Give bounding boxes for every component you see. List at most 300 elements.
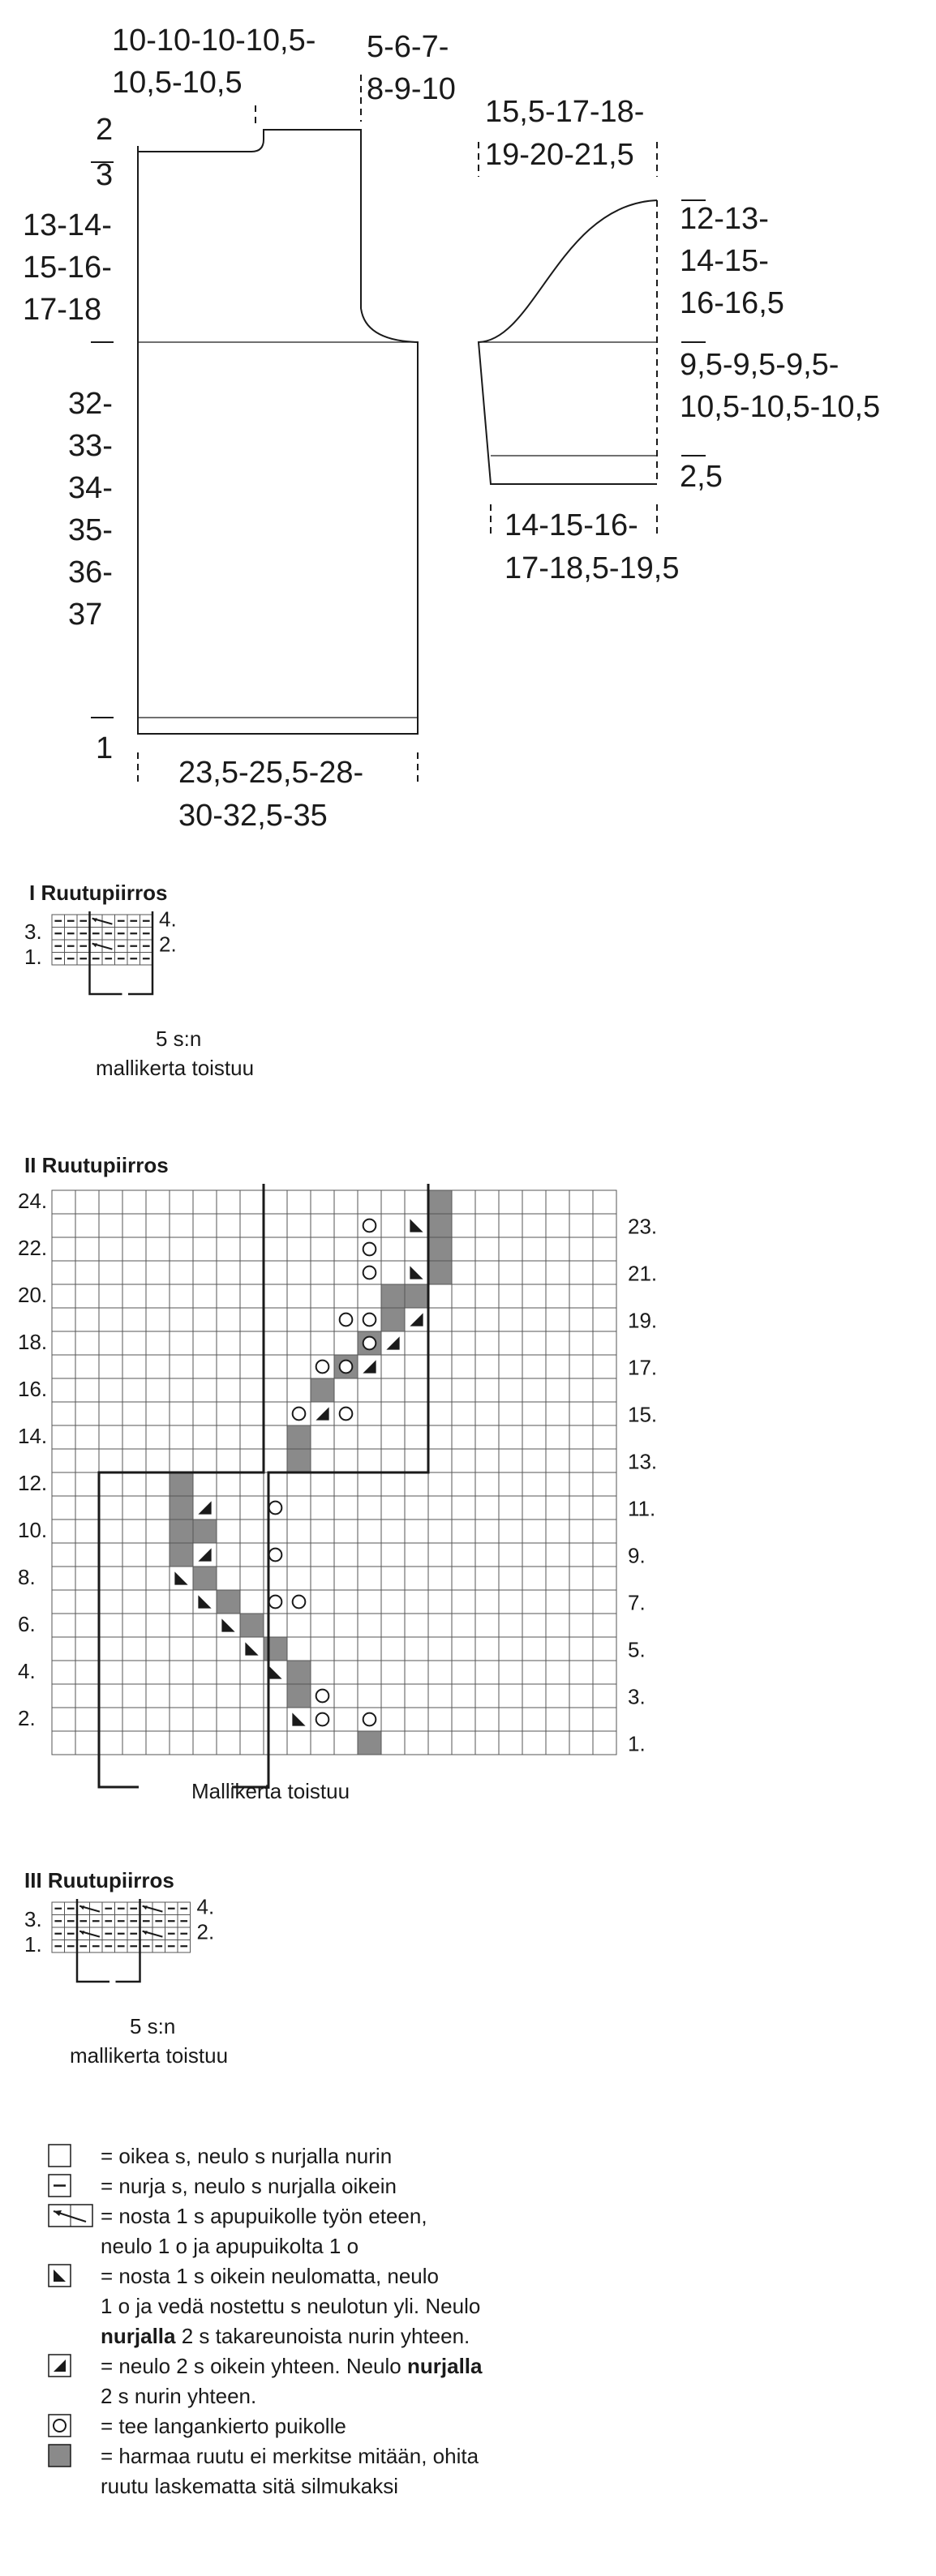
lace-cell bbox=[334, 1331, 358, 1355]
lace-cell bbox=[452, 1567, 475, 1590]
lace-cell bbox=[522, 1425, 546, 1449]
lace-cell bbox=[381, 1614, 405, 1637]
lace-cell bbox=[122, 1402, 146, 1425]
lace-cell bbox=[405, 1472, 428, 1496]
body-neck-3: 3 bbox=[96, 158, 114, 192]
lace-cell bbox=[522, 1261, 546, 1284]
lace-cell bbox=[452, 1543, 475, 1567]
lace-cell bbox=[522, 1308, 546, 1331]
lace-cell bbox=[99, 1731, 122, 1755]
lace-cell bbox=[499, 1684, 522, 1708]
chart1-repeat-count: 5 s:n bbox=[156, 1027, 202, 1051]
lace-cell bbox=[499, 1614, 522, 1637]
yarn-over-mark bbox=[316, 1690, 329, 1703]
lace-cell bbox=[146, 1284, 170, 1308]
lace-cell bbox=[52, 1661, 75, 1684]
row-label-left: 3. bbox=[24, 919, 42, 945]
lace-cell bbox=[522, 1519, 546, 1543]
legend-skp-text-3 bbox=[101, 2324, 470, 2348]
legend-yo-icon bbox=[49, 2415, 71, 2437]
lace-cell bbox=[217, 1308, 240, 1331]
body-armhole-3: 17-18 bbox=[23, 293, 102, 327]
lace-cell bbox=[146, 1378, 170, 1402]
lace-cell bbox=[475, 1708, 499, 1731]
lace-cell bbox=[311, 1425, 334, 1449]
lace-cell bbox=[193, 1449, 217, 1472]
lace-cell bbox=[499, 1449, 522, 1472]
lace-cell bbox=[405, 1355, 428, 1378]
lace-cell bbox=[499, 1708, 522, 1731]
lace-cell bbox=[499, 1731, 522, 1755]
lace-cell bbox=[405, 1567, 428, 1590]
lace-cell bbox=[475, 1472, 499, 1496]
lace-cell bbox=[122, 1708, 146, 1731]
lace-cell bbox=[569, 1731, 593, 1755]
lace-cell bbox=[311, 1190, 334, 1214]
lace-cell bbox=[217, 1661, 240, 1684]
lace-cell bbox=[522, 1449, 546, 1472]
lace-cell bbox=[358, 1472, 381, 1496]
lace-cell bbox=[170, 1214, 193, 1237]
lace-cell bbox=[546, 1190, 569, 1214]
lace-cell bbox=[475, 1449, 499, 1472]
lace-cell bbox=[193, 1308, 217, 1331]
lace-cell bbox=[311, 1472, 334, 1496]
lace-cell bbox=[428, 1661, 452, 1684]
lace-cell bbox=[358, 1190, 381, 1214]
lace-cell bbox=[334, 1425, 358, 1449]
lace-cell bbox=[217, 1425, 240, 1449]
lace-cell bbox=[475, 1567, 499, 1590]
row-label-left: 2. bbox=[18, 1705, 36, 1730]
lace-cell bbox=[475, 1496, 499, 1519]
lace-cell bbox=[240, 1190, 264, 1214]
lace-cell bbox=[499, 1661, 522, 1684]
lace-cell bbox=[452, 1261, 475, 1284]
lace-cell bbox=[452, 1190, 475, 1214]
lace-cell bbox=[593, 1355, 616, 1378]
row-label-right: 2. bbox=[159, 932, 177, 957]
lace-cell bbox=[75, 1237, 99, 1261]
chart1-title: I Ruutupiirros bbox=[29, 881, 168, 905]
lace-cell bbox=[546, 1214, 569, 1237]
lace-cell bbox=[217, 1567, 240, 1590]
row-label-left: 10. bbox=[18, 1517, 48, 1542]
lace-cell bbox=[264, 1449, 287, 1472]
lace-cell bbox=[569, 1567, 593, 1590]
lace-cell bbox=[405, 1449, 428, 1472]
lace-cell bbox=[405, 1661, 428, 1684]
lace-cell bbox=[475, 1614, 499, 1637]
lace-cell bbox=[499, 1308, 522, 1331]
body-length-2: 33- bbox=[68, 429, 113, 463]
lace-cell bbox=[499, 1567, 522, 1590]
lace-cell bbox=[170, 1261, 193, 1284]
lace-cell bbox=[499, 1496, 522, 1519]
lace-cell bbox=[193, 1472, 217, 1496]
lace-cell bbox=[146, 1708, 170, 1731]
lace-cell bbox=[452, 1402, 475, 1425]
lace-cell bbox=[593, 1237, 616, 1261]
lace-cell bbox=[428, 1496, 452, 1519]
lace-cell bbox=[217, 1731, 240, 1755]
lace-cell bbox=[240, 1684, 264, 1708]
lace-cell bbox=[99, 1378, 122, 1402]
lace-cell bbox=[569, 1284, 593, 1308]
lace-cell bbox=[569, 1661, 593, 1684]
legend bbox=[49, 2144, 483, 2498]
lace-cell bbox=[381, 1449, 405, 1472]
lace-cell bbox=[217, 1214, 240, 1237]
lace-cell bbox=[405, 1496, 428, 1519]
lace-cell bbox=[75, 1284, 99, 1308]
lace-cell bbox=[475, 1590, 499, 1614]
lace-cell bbox=[264, 1567, 287, 1590]
lace-cell bbox=[499, 1590, 522, 1614]
lace-cell bbox=[546, 1661, 569, 1684]
lace-cell bbox=[358, 1543, 381, 1567]
lace-cell bbox=[405, 1402, 428, 1425]
lace-cell bbox=[217, 1355, 240, 1378]
lace-cell bbox=[146, 1543, 170, 1567]
lace-cell bbox=[240, 1355, 264, 1378]
lace-cell bbox=[569, 1237, 593, 1261]
row-label-left: 20. bbox=[18, 1282, 48, 1307]
lace-cell bbox=[569, 1378, 593, 1402]
lace-cell bbox=[405, 1614, 428, 1637]
lace-cell bbox=[99, 1614, 122, 1637]
lace-cell bbox=[569, 1449, 593, 1472]
lace-cell bbox=[240, 1331, 264, 1355]
lace-cell bbox=[522, 1472, 546, 1496]
lace-cell bbox=[522, 1496, 546, 1519]
lace-cell bbox=[569, 1355, 593, 1378]
body-length-5: 36- bbox=[68, 555, 113, 589]
lace-cell bbox=[264, 1614, 287, 1637]
lace-cell bbox=[193, 1402, 217, 1425]
lace-cell bbox=[146, 1190, 170, 1214]
lace-cell bbox=[546, 1614, 569, 1637]
lace-cell bbox=[52, 1402, 75, 1425]
lace-cell bbox=[287, 1284, 311, 1308]
chart1-grid bbox=[52, 911, 152, 994]
lace-cell bbox=[358, 1496, 381, 1519]
lace-cell bbox=[405, 1684, 428, 1708]
lace-cell bbox=[52, 1237, 75, 1261]
lace-cell bbox=[499, 1331, 522, 1355]
lace-cell bbox=[334, 1614, 358, 1637]
lace-cell bbox=[381, 1684, 405, 1708]
lace-cell bbox=[264, 1308, 287, 1331]
lace-cell bbox=[405, 1425, 428, 1449]
lace-cell bbox=[499, 1284, 522, 1308]
lace-cell bbox=[475, 1308, 499, 1331]
sleeve-cap-3: 16-16,5 bbox=[680, 286, 784, 320]
lace-cell bbox=[452, 1331, 475, 1355]
lace-cell bbox=[452, 1284, 475, 1308]
lace-cell bbox=[381, 1425, 405, 1449]
grey-cell bbox=[428, 1237, 452, 1261]
sleeve-schematic bbox=[479, 142, 706, 535]
lace-cell bbox=[99, 1567, 122, 1590]
chart-cell bbox=[152, 1927, 165, 1940]
lace-cell bbox=[122, 1731, 146, 1755]
grey-cell bbox=[358, 1731, 381, 1755]
lace-cell bbox=[593, 1308, 616, 1331]
lace-cell bbox=[569, 1519, 593, 1543]
lace-cell bbox=[264, 1425, 287, 1449]
lace-cell bbox=[452, 1378, 475, 1402]
lace-cell bbox=[334, 1567, 358, 1590]
grey-cell bbox=[240, 1614, 264, 1637]
lace-cell bbox=[52, 1519, 75, 1543]
lace-cell bbox=[593, 1261, 616, 1284]
lace-cell bbox=[546, 1496, 569, 1519]
lace-cell bbox=[405, 1378, 428, 1402]
grey-cell bbox=[170, 1519, 193, 1543]
lace-cell bbox=[217, 1190, 240, 1214]
lace-cell bbox=[452, 1425, 475, 1449]
lace-cell bbox=[428, 1708, 452, 1731]
legend-knit-icon bbox=[49, 2145, 71, 2167]
chart-cell bbox=[90, 1902, 103, 1915]
lace-cell bbox=[452, 1496, 475, 1519]
lace-cell bbox=[428, 1543, 452, 1567]
lace-cell bbox=[569, 1684, 593, 1708]
lace-cell bbox=[546, 1402, 569, 1425]
lace-cell bbox=[170, 1331, 193, 1355]
lace-cell bbox=[593, 1567, 616, 1590]
legend-k2tog-bold: nurjalla bbox=[407, 2354, 483, 2378]
lace-cell bbox=[240, 1308, 264, 1331]
lace-cell bbox=[193, 1637, 217, 1661]
chart2-title: II Ruutupiirros bbox=[24, 1153, 169, 1177]
lace-cell bbox=[217, 1402, 240, 1425]
row-label-left: 12. bbox=[18, 1470, 48, 1495]
lace-cell bbox=[287, 1214, 311, 1237]
lace-cell bbox=[99, 1661, 122, 1684]
lace-cell bbox=[193, 1355, 217, 1378]
lace-cell bbox=[287, 1567, 311, 1590]
lace-cell bbox=[75, 1331, 99, 1355]
lace-cell bbox=[546, 1378, 569, 1402]
lace-cell bbox=[99, 1684, 122, 1708]
row-label-right: 15. bbox=[628, 1402, 658, 1427]
lace-cell bbox=[499, 1425, 522, 1449]
row-label-right: 13. bbox=[628, 1449, 658, 1474]
lace-cell bbox=[264, 1519, 287, 1543]
lace-cell bbox=[287, 1308, 311, 1331]
lace-cell bbox=[522, 1614, 546, 1637]
lace-cell bbox=[546, 1355, 569, 1378]
grey-cell bbox=[287, 1449, 311, 1472]
lace-cell bbox=[522, 1402, 546, 1425]
lace-cell bbox=[99, 1543, 122, 1567]
lace-cell bbox=[381, 1590, 405, 1614]
lace-cell bbox=[170, 1731, 193, 1755]
body-outline bbox=[138, 130, 418, 734]
lace-cell bbox=[122, 1237, 146, 1261]
sleeve-top-2: 19-20-21,5 bbox=[485, 138, 634, 172]
lace-cell bbox=[240, 1449, 264, 1472]
legend-skp-text-2: 1 o ja vedä nostettu s neulotun yli. Neulo bbox=[101, 2294, 481, 2318]
lace-cell bbox=[122, 1425, 146, 1449]
lace-cell bbox=[499, 1402, 522, 1425]
lace-cell bbox=[499, 1355, 522, 1378]
lace-cell bbox=[193, 1614, 217, 1637]
lace-cell bbox=[334, 1519, 358, 1543]
lace-cell bbox=[546, 1590, 569, 1614]
lace-cell bbox=[569, 1190, 593, 1214]
body-armhole-2: 15-16- bbox=[23, 251, 112, 285]
lace-cell bbox=[122, 1496, 146, 1519]
lace-cell bbox=[193, 1425, 217, 1449]
lace-cell bbox=[475, 1331, 499, 1355]
lace-cell bbox=[122, 1614, 146, 1637]
lace-cell bbox=[381, 1378, 405, 1402]
body-shoulder-2: 8-9-10 bbox=[367, 72, 456, 106]
lace-cell bbox=[452, 1237, 475, 1261]
lace-cell bbox=[311, 1614, 334, 1637]
lace-cell bbox=[381, 1637, 405, 1661]
lace-cell bbox=[334, 1731, 358, 1755]
row-label-left: 6. bbox=[18, 1611, 36, 1636]
lace-cell bbox=[593, 1731, 616, 1755]
lace-cell bbox=[193, 1378, 217, 1402]
lace-cell bbox=[52, 1543, 75, 1567]
lace-cell bbox=[546, 1637, 569, 1661]
body-length-3: 34- bbox=[68, 471, 113, 505]
lace-cell bbox=[287, 1378, 311, 1402]
lace-cell bbox=[593, 1472, 616, 1496]
lace-cell bbox=[75, 1731, 99, 1755]
lace-cell bbox=[99, 1519, 122, 1543]
lace-cell bbox=[522, 1543, 546, 1567]
legend-grey-text-1: = harmaa ruutu ei merkitse mitään, ohita bbox=[101, 2444, 479, 2468]
lace-cell bbox=[146, 1472, 170, 1496]
body-neck-2: 2 bbox=[96, 113, 114, 147]
lace-cell bbox=[522, 1237, 546, 1261]
lace-cell bbox=[146, 1331, 170, 1355]
lace-cell bbox=[170, 1190, 193, 1214]
lace-cell bbox=[99, 1261, 122, 1284]
lace-cell bbox=[452, 1590, 475, 1614]
lace-cell bbox=[499, 1261, 522, 1284]
lace-cell bbox=[593, 1331, 616, 1355]
lace-cell bbox=[381, 1237, 405, 1261]
lace-cell bbox=[593, 1214, 616, 1237]
lace-cell bbox=[75, 1614, 99, 1637]
lace-cell bbox=[569, 1308, 593, 1331]
lace-cell bbox=[240, 1237, 264, 1261]
lace-cell bbox=[217, 1237, 240, 1261]
legend-purl-icon bbox=[49, 2175, 71, 2197]
lace-cell bbox=[311, 1637, 334, 1661]
lace-cell bbox=[381, 1567, 405, 1590]
lace-cell bbox=[75, 1378, 99, 1402]
legend-k2tog-text-1 bbox=[101, 2354, 483, 2378]
lace-cell bbox=[75, 1190, 99, 1214]
chart2-repeat-label: Mallikerta toistuu bbox=[191, 1779, 350, 1803]
lace-cell bbox=[381, 1519, 405, 1543]
row-label-left: 16. bbox=[18, 1376, 48, 1401]
lace-cell bbox=[75, 1496, 99, 1519]
legend-skp-icon bbox=[49, 2265, 71, 2287]
lace-cell bbox=[99, 1308, 122, 1331]
lace-cell bbox=[170, 1284, 193, 1308]
lace-cell bbox=[193, 1190, 217, 1214]
lace-cell bbox=[75, 1567, 99, 1590]
lace-cell bbox=[569, 1543, 593, 1567]
lace-cell bbox=[569, 1331, 593, 1355]
lace-cell bbox=[146, 1261, 170, 1284]
sleeve-cap-1: 12-13- bbox=[680, 202, 769, 236]
lace-cell bbox=[287, 1190, 311, 1214]
lace-cell bbox=[122, 1308, 146, 1331]
lace-cell bbox=[593, 1614, 616, 1637]
lace-cell bbox=[593, 1590, 616, 1614]
lace-cell bbox=[569, 1590, 593, 1614]
lace-cell bbox=[193, 1731, 217, 1755]
lace-cell bbox=[122, 1567, 146, 1590]
lace-cell bbox=[452, 1308, 475, 1331]
lace-cell bbox=[193, 1331, 217, 1355]
lace-cell bbox=[358, 1425, 381, 1449]
lace-cell bbox=[311, 1284, 334, 1308]
lace-cell bbox=[52, 1378, 75, 1402]
lace-cell bbox=[146, 1214, 170, 1237]
lace-cell bbox=[428, 1355, 452, 1378]
lace-cell bbox=[75, 1355, 99, 1378]
lace-cell bbox=[499, 1190, 522, 1214]
body-length-4: 35- bbox=[68, 513, 113, 547]
lace-cell bbox=[240, 1378, 264, 1402]
lace-cell bbox=[264, 1378, 287, 1402]
lace-cell bbox=[170, 1590, 193, 1614]
legend-cable-text-1: = nosta 1 s apupuikolle työn eteen, bbox=[101, 2204, 427, 2228]
body-edge: 1 bbox=[96, 731, 114, 765]
lace-cell bbox=[240, 1402, 264, 1425]
lace-cell bbox=[146, 1614, 170, 1637]
lace-cell bbox=[569, 1402, 593, 1425]
legend-cable-icon bbox=[49, 2205, 92, 2227]
lace-cell bbox=[170, 1237, 193, 1261]
lace-cell bbox=[522, 1708, 546, 1731]
lace-cell bbox=[75, 1590, 99, 1614]
lace-cell bbox=[358, 1567, 381, 1590]
lace-cell bbox=[122, 1214, 146, 1237]
lace-cell bbox=[240, 1214, 264, 1237]
lace-cell bbox=[358, 1614, 381, 1637]
lace-cell bbox=[452, 1449, 475, 1472]
lace-cell bbox=[264, 1190, 287, 1214]
lace-cell bbox=[75, 1684, 99, 1708]
legend-skp-text-1: = nosta 1 s oikein neulomatta, neulo bbox=[101, 2264, 440, 2288]
lace-cell bbox=[499, 1543, 522, 1567]
lace-cell bbox=[546, 1308, 569, 1331]
row-label-left: 8. bbox=[18, 1564, 36, 1589]
lace-cell bbox=[170, 1449, 193, 1472]
yarn-over-mark bbox=[363, 1337, 376, 1350]
body-width-1: 23,5-25,5-28- bbox=[178, 756, 364, 790]
lace-cell bbox=[146, 1567, 170, 1590]
lace-cell bbox=[287, 1496, 311, 1519]
lace-cell bbox=[311, 1519, 334, 1543]
lace-cell bbox=[52, 1308, 75, 1331]
lace-cell bbox=[122, 1519, 146, 1543]
body-width-2: 30-32,5-35 bbox=[178, 799, 328, 833]
lace-cell bbox=[193, 1661, 217, 1684]
